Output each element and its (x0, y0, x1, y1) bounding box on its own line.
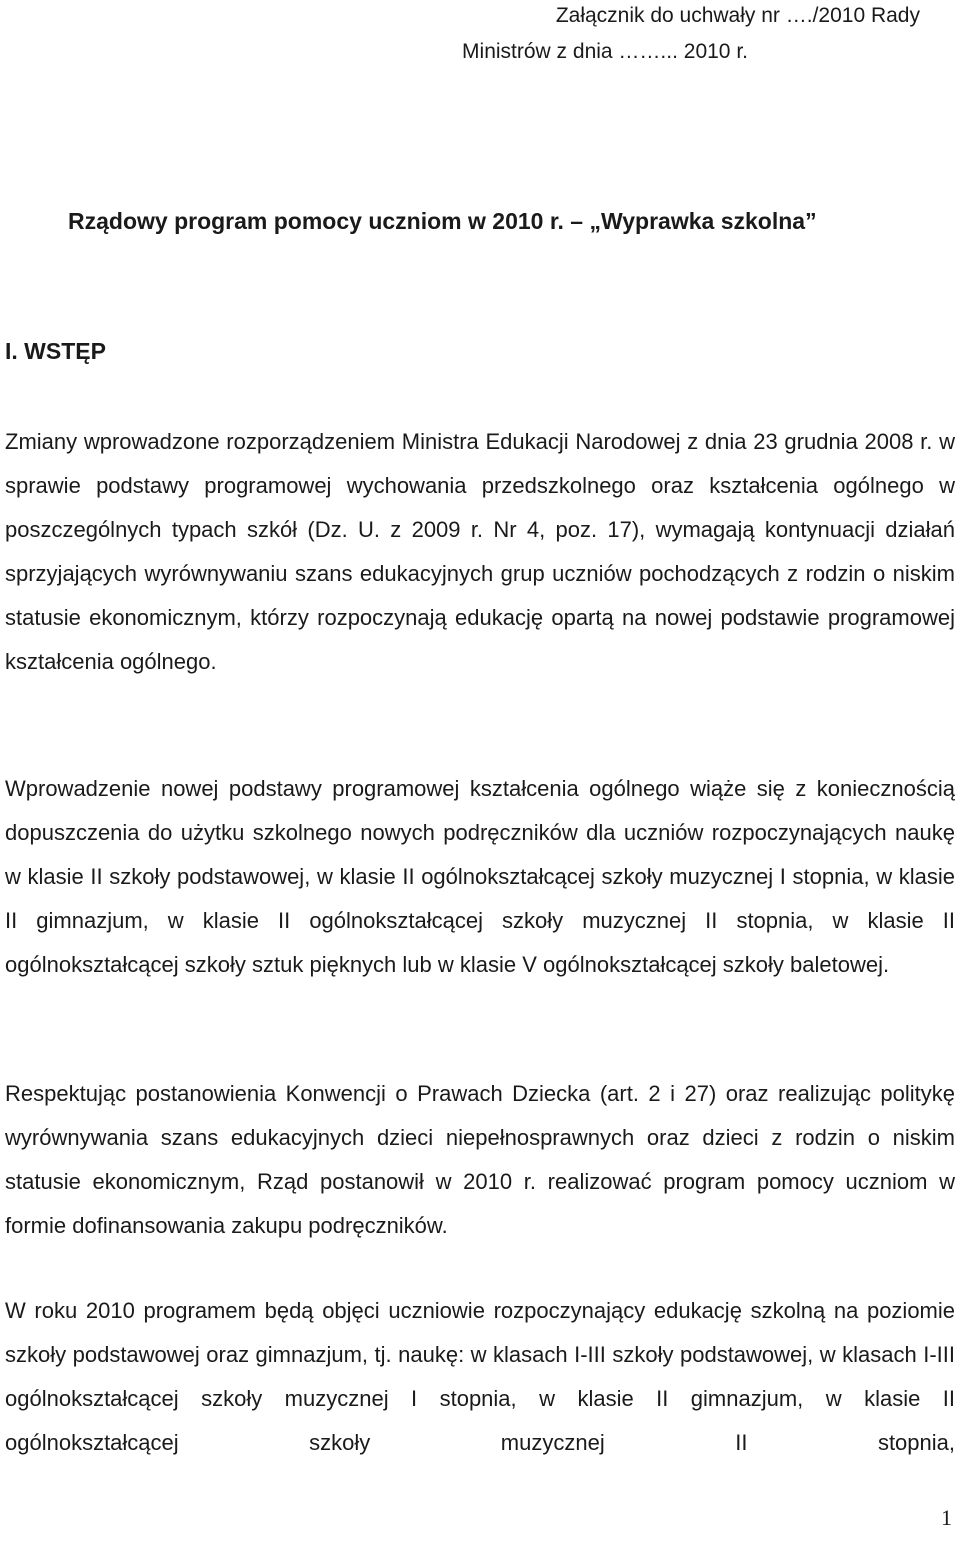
paragraph-3: Respektując postanowienia Konwencji o Prawach Dziecka (art. 2 i 27) oraz realizując politykę wyrównywania szans edukacyjnych dzieci niepełnosprawnych oraz dzieci z rodzin o niskim statusie ekonomicznym, Rząd postanowił w 2010 r. realizować program pomocy uczniom w formie dofinansowania zakupu podręczników. (5, 1081, 955, 1238)
page-number: 1 (941, 1505, 952, 1530)
paragraph-2: Wprowadzenie nowej podstawy programowej kształcenia ogólnego wiąże się z koniecznością dopuszczenia do użytku szkolnego nowych podręczników dla uczniów rozpoczynających naukę w klasie II szkoły podstawowej, w klasie II ogólnokształcącej szkoły muzycznej I stopnia, w klasie II gimnazjum, w klasie II ogólnokształcącej szkoły muzycznej II stopnia, w klasie II ogólnokształcącej szkoły sztuk pięknych lub w klasie V ogólnokształcącej szkoły baletowej. (5, 776, 955, 977)
document-title: Rządowy program pomocy uczniom w 2010 r. – „Wyprawka szkolna” (68, 208, 817, 234)
section-heading: I. WSTĘP (5, 338, 106, 364)
paragraph-4: W roku 2010 programem będą objęci uczniowie rozpoczynający edukację szkolną na poziomie szkoły podstawowej oraz gimnazjum, tj. naukę: w klasach I-III szkoły podstawowej, w klasach I-III ogólnokształcącej szkoły muzycznej I stopnia, w klasie II gimnazjum, w klasie II ogólnokształcącej szkoły muzycznej II stopnia, (5, 1298, 955, 1455)
attachment-header-line-1: Załącznik do uchwały nr …./2010 Rady (555, 4, 920, 27)
paragraph-1: Zmiany wprowadzone rozporządzeniem Ministra Edukacji Narodowej z dnia 23 grudnia 2008 r. w sprawie podstawy programowej wychowania przedszkolnego oraz kształcenia ogólnego w poszczególnych typach szkół (Dz. U. z 2009 r. Nr 4, poz. 17), wymagają kontynuacji działań sprzyjających wyrównywaniu szans edukacyjnych grup uczniów pochodzących z rodzin o niskim statusie ekonomicznym, którzy rozpoczynają edukację opartą na nowej podstawie programowej kształcenia ogólnego. (5, 429, 955, 674)
attachment-header-line-2: Ministrów z dnia ……... 2010 r. (462, 40, 748, 63)
